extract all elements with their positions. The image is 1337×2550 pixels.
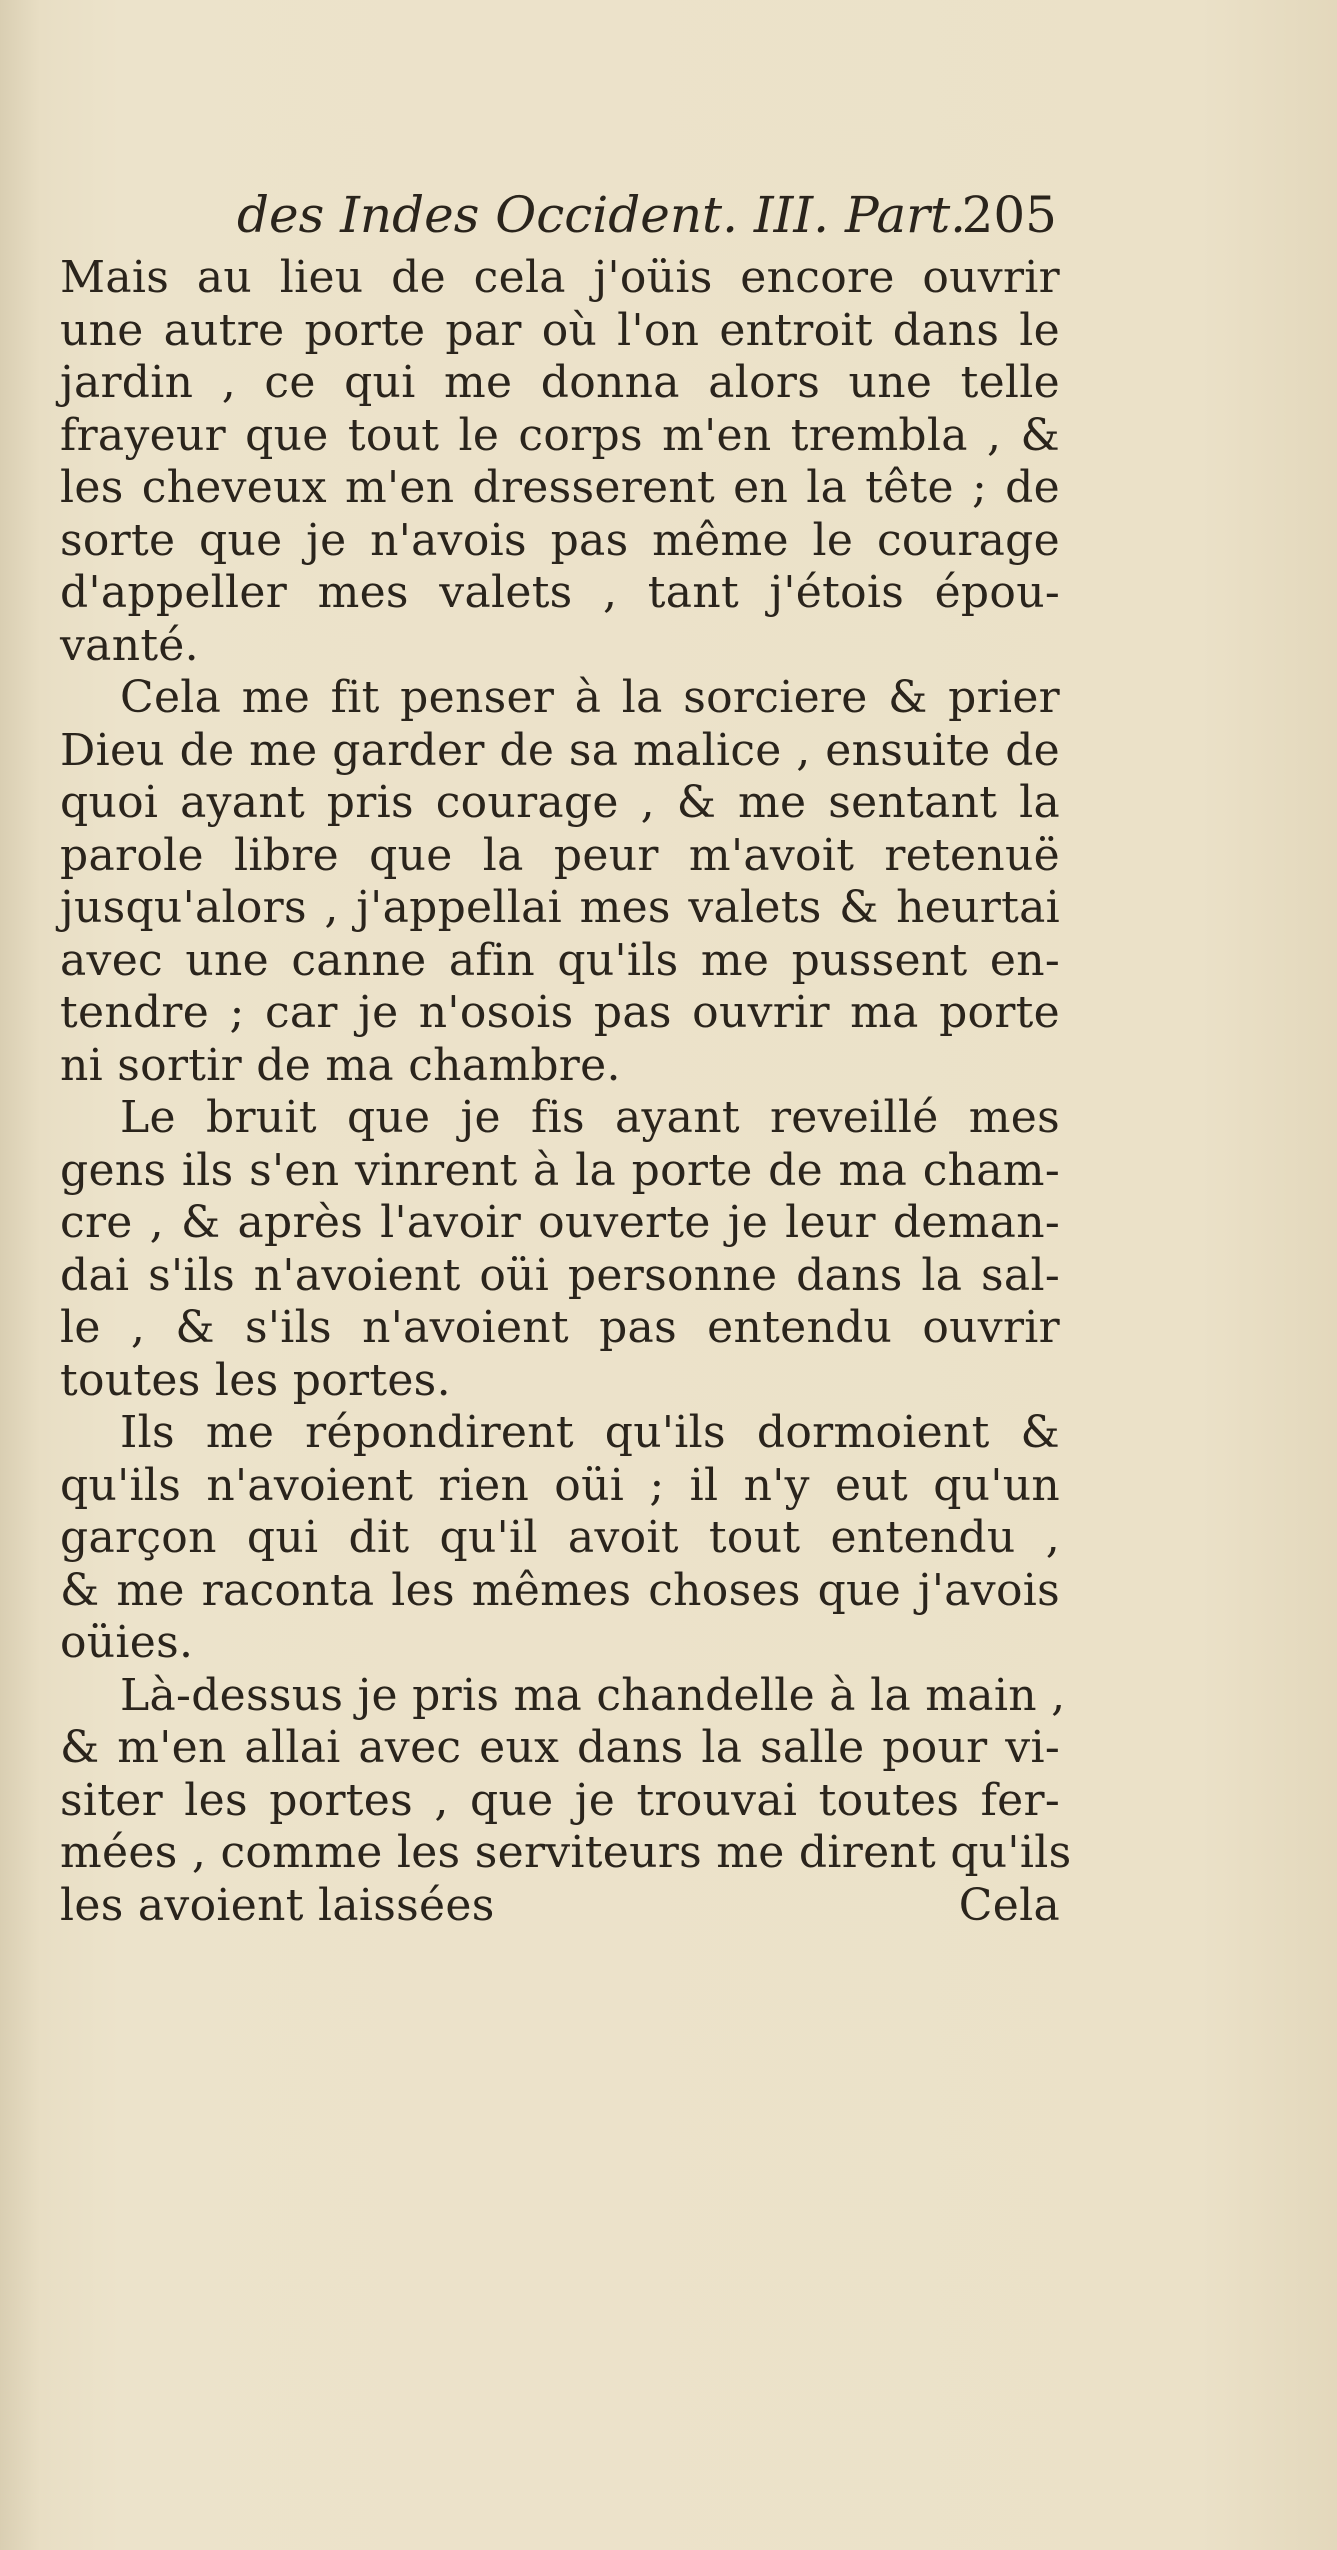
text-line: oüies. xyxy=(60,1617,194,1668)
text-line: Cela me fit penser à la sorciere & prier xyxy=(120,672,1060,723)
text-line: qu'ils n'avoient rien oüi ; il n'y eut qu'un xyxy=(60,1459,1060,1511)
text-line: Dieu de me garder de sa malice , ensuite de xyxy=(60,724,1060,776)
text-line: ni sortir de ma chambre. xyxy=(60,1039,621,1091)
text-line: & m'en allai avec eux dans la salle pour vi- xyxy=(60,1722,1060,1773)
text-line: gens ils s'en vinrent à la porte de ma cham- xyxy=(60,1144,1060,1196)
text-line: quoi ayant pris courage , & me sentant la xyxy=(60,777,1060,828)
text-line: cre , & après l'avoir ouverte je leur deman- xyxy=(60,1197,1060,1248)
text-line: une autre porte par où l'on entroit dans le xyxy=(60,304,1060,356)
text-line: sorte que je n'avois pas même le courage xyxy=(60,514,1060,566)
text-line: parole libre que la peur m'avoit retenuë xyxy=(60,829,1060,881)
catchword: Cela xyxy=(958,1879,1060,1931)
text-line: frayeur que tout le corps m'en trembla , & xyxy=(60,409,1060,461)
text-line: Ils me répondirent qu'ils dormoient & xyxy=(120,1407,1060,1458)
text-line: jusqu'alors , j'appellai mes valets & heurtai xyxy=(60,882,1060,933)
running-head xyxy=(237,180,1057,250)
body-text xyxy=(60,252,1072,1932)
page-number: 205 xyxy=(961,186,1057,244)
text-line: dai s'ils n'avoient oüi personne dans la sal- xyxy=(60,1249,1060,1301)
text-line: siter les portes , que je trouvai toutes fer- xyxy=(60,1774,1060,1826)
text-line: toutes les portes. xyxy=(60,1354,451,1406)
text-line: & me raconta les mêmes choses que j'avois xyxy=(60,1564,1060,1616)
running-head-title: des Indes Occident. III. Part. xyxy=(237,186,967,244)
text-line: Le bruit que je fis ayant reveillé mes xyxy=(120,1092,1060,1143)
text-line: Mais au lieu de cela j'oüis encore ouvrir xyxy=(60,252,1060,303)
text-line: le , & s'ils n'avoient pas entendu ouvrir xyxy=(60,1302,1060,1353)
text-line: les cheveux m'en dresserent en la tête ; de xyxy=(60,462,1060,513)
text-line: vanté. xyxy=(60,619,199,671)
text-line: garçon qui dit qu'il avoit tout entendu , xyxy=(60,1512,1060,1563)
text-line: les avoient laissées xyxy=(60,1879,495,1931)
text-line: mées , comme les serviteurs me dirent qu'ils xyxy=(60,1827,1072,1878)
last-line xyxy=(60,1880,1060,1933)
text-line: avec une canne afin qu'ils me pussent en- xyxy=(60,934,1060,986)
text-line: jardin , ce qui me donna alors une telle xyxy=(60,357,1060,408)
text-line: Là-dessus je pris ma chandelle à la main , xyxy=(120,1669,1066,1721)
text-line: tendre ; car je n'osois pas ouvrir ma porte xyxy=(60,987,1060,1038)
text-line: d'appeller mes valets , tant j'étois épou- xyxy=(60,567,1060,618)
